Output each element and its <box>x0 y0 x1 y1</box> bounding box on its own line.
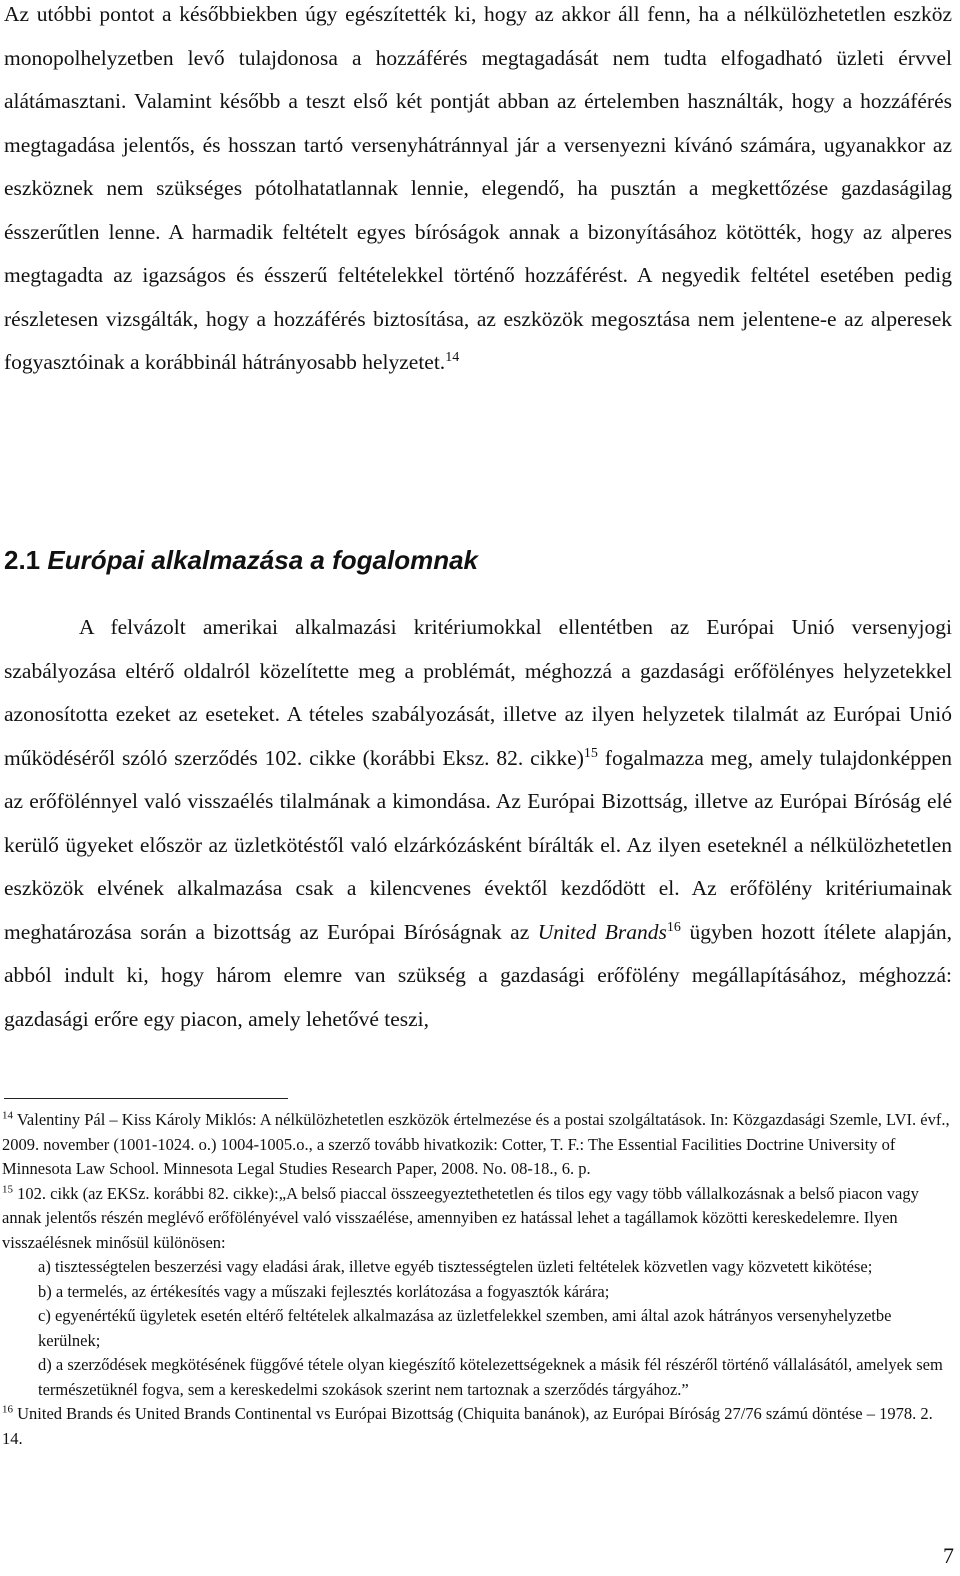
footnote-separator <box>4 1098 288 1099</box>
footnote-16 <box>2 1402 952 1451</box>
footnote-15 <box>2 1182 952 1256</box>
section-number: 2.1 <box>4 545 41 575</box>
paragraph-text: A felvázolt amerikai alkalmazási kritériumokkal ellentétben az Európai Unió versenyjogi szabályozása eltérő oldalról közelítette meg a problémát, méghozzá a gazdasági erőfölényes helyzetekkel azonosította ezeket az eseteket. A tételes szabályozását, illetve az ilyen helyzetek tilalmát az Európai Unió működéséről szóló szerződés 102. cikke (korábbi Eksz. 82. cikke) <box>4 615 952 770</box>
footnote-text: 102. cikk (az EKSz. korábbi 82. cikke):„A belső piaccal összeegyeztethetetlen és tilos egy vagy több vállalkozásnak a belső piacon vagy annak jelentős részén meglévő erőfölényével való visszaélése, amennyiben ez hatással lehet a tagállamok közötti kereskedelemre. Ilyen visszaélésnek minősül különösen: <box>2 1183 919 1252</box>
footnote-14 <box>2 1108 952 1182</box>
list-item: b) a termelés, az értékesítés vagy a műszaki fejlesztés korlátozása a fogyasztók kárára; <box>38 1281 610 1301</box>
footnote-text: United Brands és United Brands Continental vs Európai Bizottság (Chiquita banánok), az Európai Bíróság 27/76 számú döntése – 1978. 2. 14. <box>2 1404 933 1448</box>
section-title: Európai alkalmazása a fogalomnak <box>47 545 479 575</box>
footnote-number: 15 <box>2 1183 13 1195</box>
page-number: 7 <box>943 1543 954 1568</box>
footnotes <box>2 1108 952 1451</box>
list-item: a) tisztességtelen beszerzési vagy eladási árak, illetve egyéb tisztességtelen üzleti feltételek közvetlen vagy közvetett kikötése; <box>38 1257 873 1276</box>
footnote-number: 16 <box>2 1403 13 1416</box>
footnote-reference[interactable]: 14 <box>445 349 460 365</box>
footnote-reference[interactable]: 16 <box>666 919 681 935</box>
section-heading <box>4 543 478 577</box>
body-paragraph <box>4 0 952 385</box>
footnote-text: Valentiny Pál – Kiss Károly Miklós: A nélkülözhetetlen eszközök értelmezése és a postai szolgáltatások. In: Közgazdasági Szemle, LVI. évf., 2009. november (1001-1024. o.) 1004-1005.o., a szerző tovább hivatkozik: Cotter, T. F.: The Essential Facilities Doctrine University of Minnesota Law School. Minnesota Legal Studies Research Paper, 2008. No. 08-18., 6. p. <box>2 1110 950 1178</box>
paragraph-text: ügyben hozott ítélete alapján, abból indult ki, hogy három elemre van szükség a gazdasági erőfölény megállapításához, méghozzá: gazdasági erőre egy piacon, amely lehetővé teszi, <box>4 919 952 1031</box>
footnote-number: 14 <box>2 1109 13 1122</box>
footnote-15-list <box>2 1255 952 1402</box>
list-item: d) a szerződések megkötésének függővé tétele olyan kiegészítő kötelezettségeknek a másik fél részéről történő vállalásától, amelyek sem természetüknél fogva, sem a kereskedelmi szokások szerint nem tartoznak a szerződés tárgyához.” <box>38 1355 943 1399</box>
paragraph-text: fogalmazza meg, amely tulajdonképpen az erőfölénnyel való visszaélés tilalmának a kimondása. Az Európai Bizottság, illetve az Európai Bíróság elé kerülő ügyeket először az üzletkötéstől való elzárkózásként bírálták el. Az ilyen eseteknél a nélkülözhetetlen eszközök elvének alkalmazása csak a kilencvenes évektől kezdődött el. Az erőfölény kritériumainak meghatározása során a bizottság az Európai Bíróságnak az <box>4 745 953 944</box>
paragraph-text: Az utóbbi pontot a későbbiekben úgy egészítették ki, hogy az akkor áll fenn, ha a nélkülözhetetlen eszköz monopolhelyzetben levő tulajdonosa a hozzáférés megtagadását nem tudta elfogadható üzleti érvvel alátámasztani. Valamint később a teszt első két pontját abban az értelemben használták, hogy a hozzáférés megtagadása jelentős, és hosszan tartó versenyhátránnyal jár a versenyezni kívánó számára, ugyanakkor az eszköznek nem szükséges pótolhatatlannak lennie, elegendő, ha pusztán a megkettőzése gazdaságilag ésszerűtlen lenne. A harmadik feltételt egyes bíróságok annak a bizonyításához kötötték, hogy az alperes megtagadta az igazságos és ésszerű feltételekkel történő hozzáférést. A negyedik feltétel esetében pedig részletesen vizsgálták, hogy a hozzáférés biztosítása, az eszközök megosztása nem jelentene-e az alperesek fogyasztóinak a korábbinál hátrányosabb helyzetet. <box>4 2 952 374</box>
case-name: United Brands <box>537 919 667 944</box>
list-item: c) egyenértékű ügyletek esetén eltérő feltételek alkalmazása az üzletfelekkel szemben, ami által azok hátrányos versenyhelyzetbe kerülnek; <box>38 1306 892 1350</box>
body-paragraph <box>4 606 952 1041</box>
footnote-reference[interactable]: 15 <box>583 745 598 761</box>
